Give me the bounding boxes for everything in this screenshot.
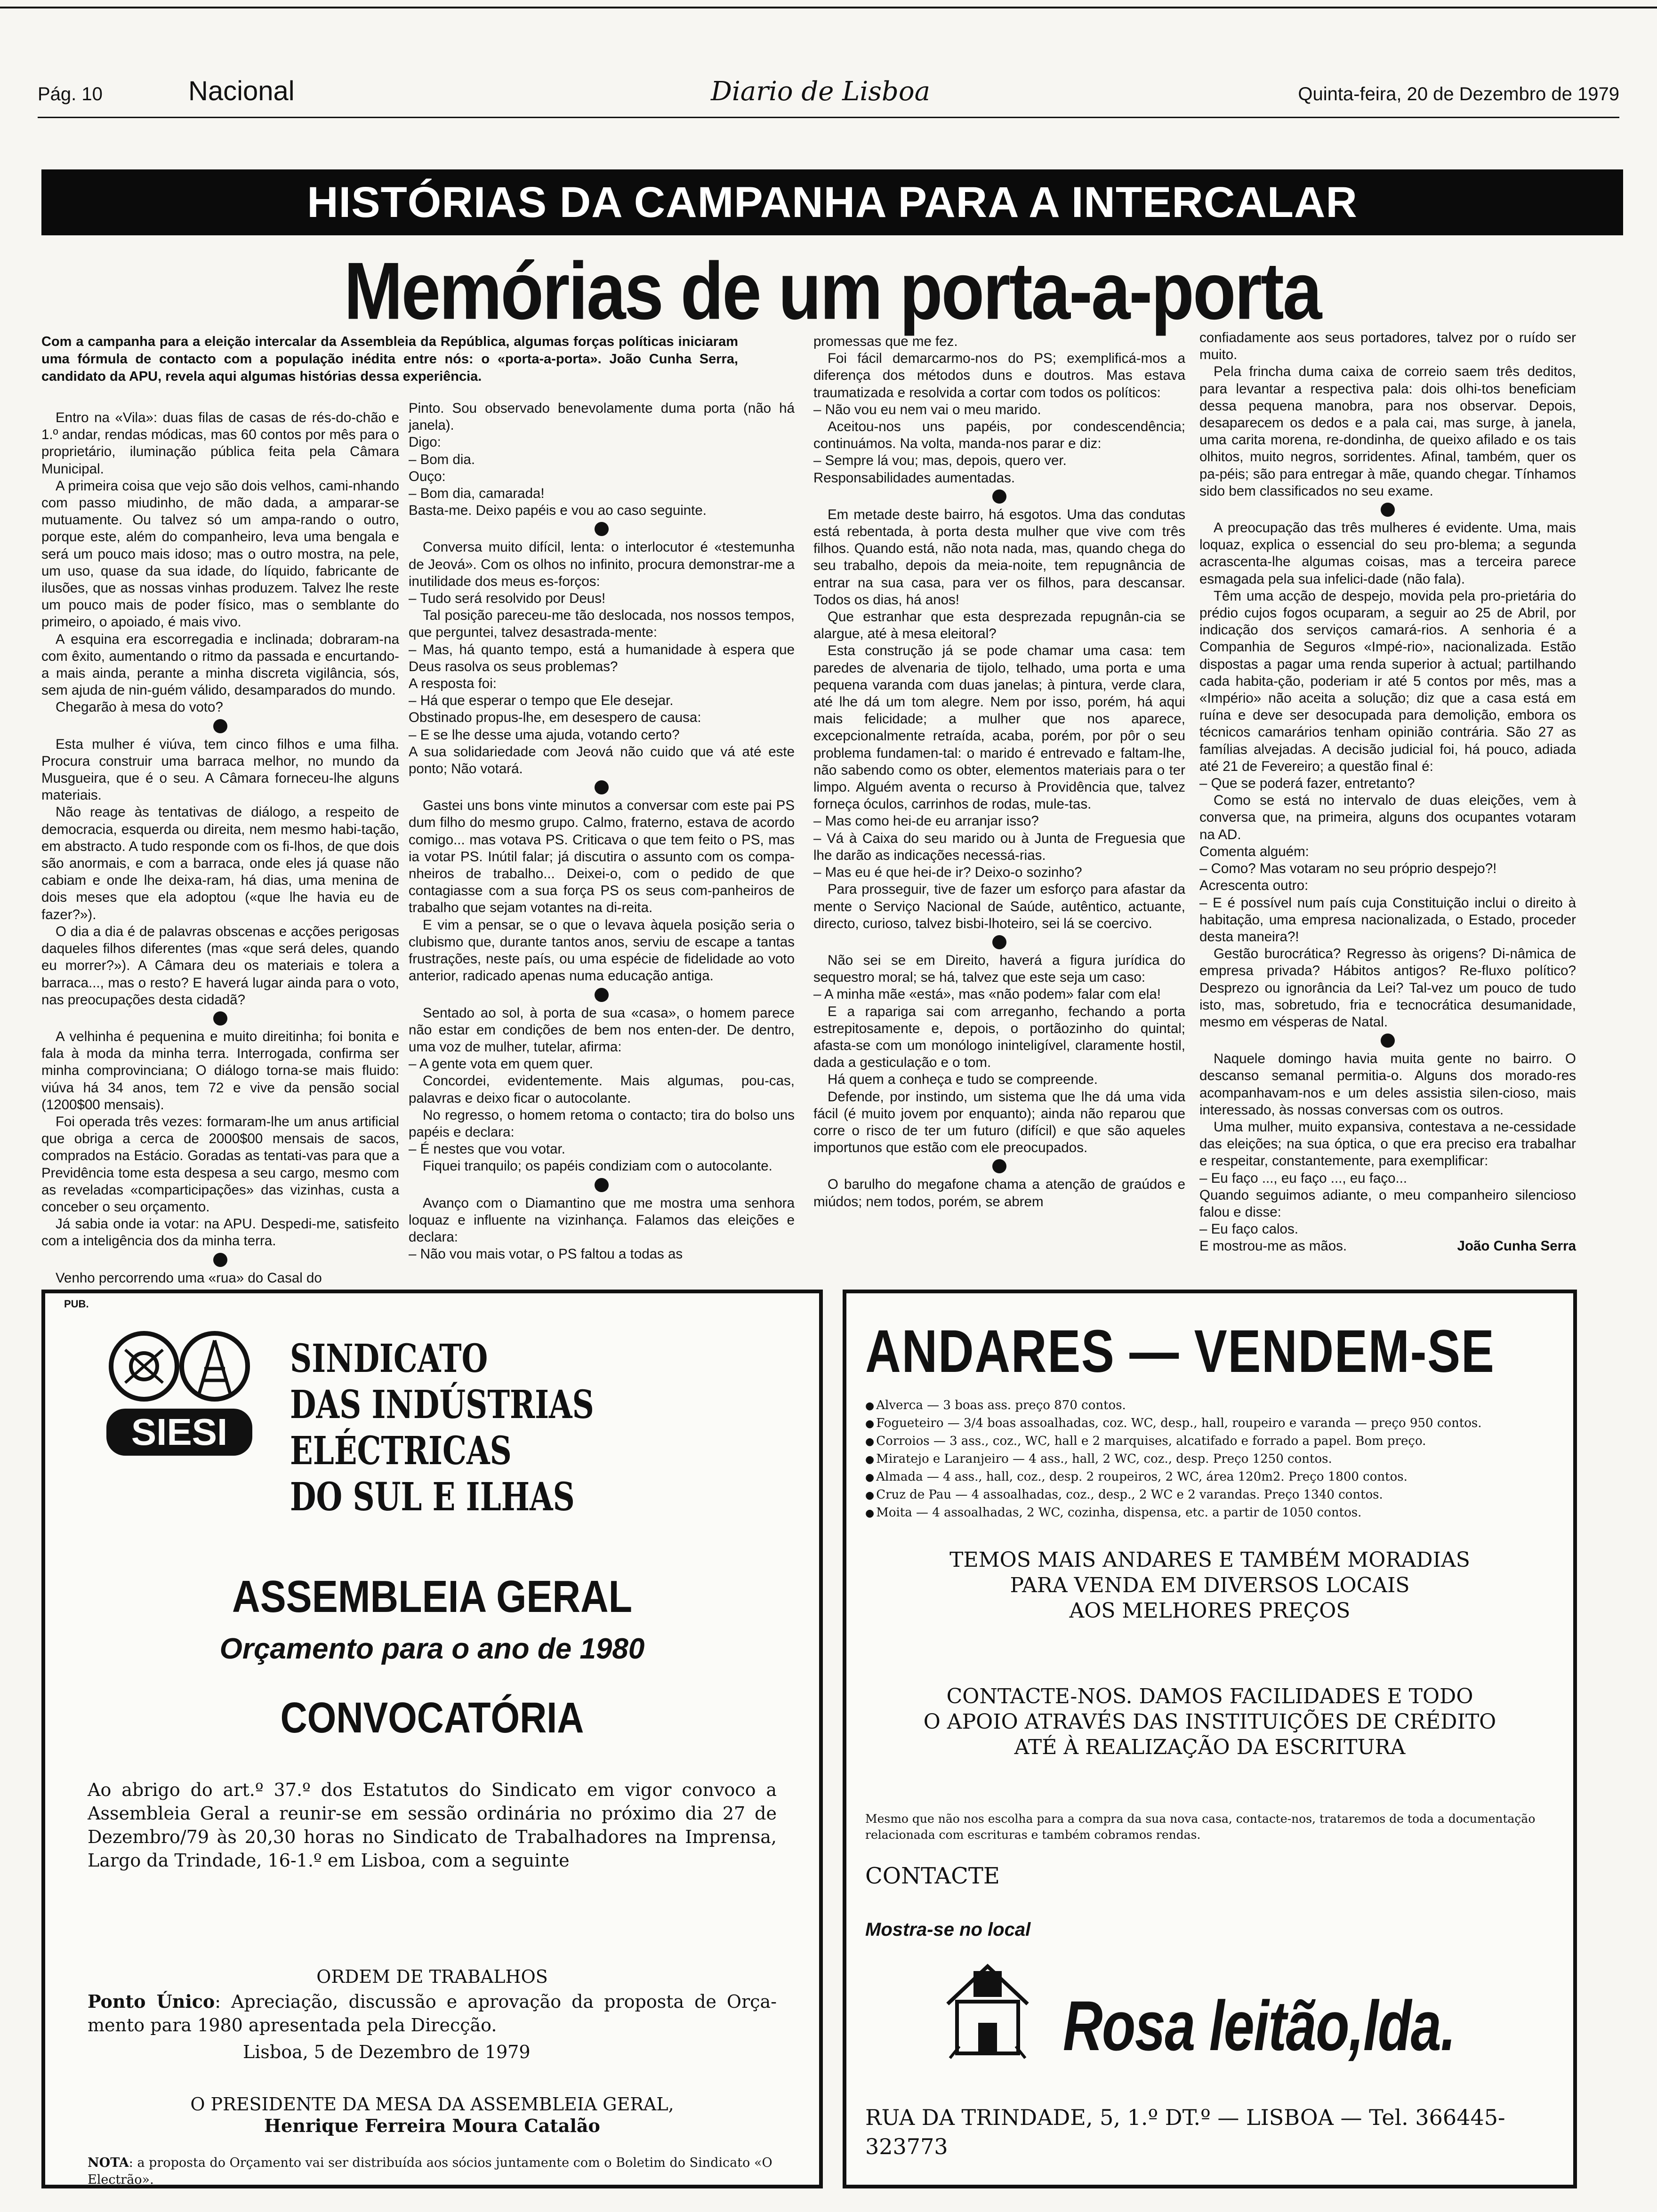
- article-column-1: [41, 409, 399, 1287]
- union-assembly-ad: [41, 1290, 823, 2188]
- union-line: DO SUL E ILHAS: [290, 1475, 575, 1520]
- article-column-2: [409, 400, 795, 1263]
- dialog-line: – Bom dia.: [409, 451, 475, 467]
- page-number: Pág. 10: [38, 84, 103, 104]
- paragraph: Uma mulher, muito expansiva, contestava a ne-cessidade das eleições; na sua óptica, o que era preciso era trabalhar e respeitar, constantemente, para exemplificar:: [1199, 1119, 1576, 1169]
- paragraph: Pinto. Sou observado benevolamente duma porta (não há janela).: [409, 401, 795, 433]
- section-bullet-icon: [595, 780, 609, 794]
- paragraph: Há quem a conheça e tudo se compreende.: [828, 1072, 1098, 1088]
- paragraph: Defende, por instindo, um sistema que lhe dá uma vida fácil (é muito jovem por enquanto); ainda não reparou que corre o risco de ter um futuro (difícil) e que são aqueles importunos que estão com ele preocupados.: [813, 1089, 1185, 1156]
- dialog-line: [1199, 1238, 1576, 1255]
- dialog-line: – A gente vota em quem quer.: [409, 1056, 593, 1072]
- paragraph: Foi operada três vezes: formaram-lhe um anus artificial que obriga a cerca de 2000$00 mensais de sacos, comprados na Estácio. Goradas as tentati-vas para que a Previdência tome esta despesa a seu cargo, mesmo com as reveladas «comparticipações» das vizinhas, custa a conceber o seu orçamento.: [41, 1114, 399, 1215]
- union-line: DAS INDÚSTRIAS ELÉCTRICAS: [290, 1382, 594, 1474]
- convocation-title: CONVOCATÓRIA: [280, 1694, 584, 1742]
- section-bullet-icon: [595, 1178, 609, 1192]
- credit-offer: [846, 1684, 1573, 1760]
- paragraph: Gastei uns bons vinte minutos a conversar com este pai PS dum filho do mesmo grupo. Calmo, fraterno, estava de acordo comigo... mas votava PS. Criticava o que tem feito o PS, mas ia votar PS. Inútil falar; já discutira o assunto com os compa-nheiros de trabalho... Deixei-o, com o pedido de que contagiasse com a sua força PS os seus com-panheiros de trabalho que sejam votantes na di-reita.: [409, 798, 795, 916]
- assembly-title: ASSEMBLEIA GERAL: [232, 1571, 633, 1622]
- dialog-line: – Vá à Caixa do seu marido ou à Junta de Freguesia que lhe darão as indicações necessá-rias.: [813, 830, 1185, 863]
- agenda-label: Ponto Único: [88, 1991, 215, 2012]
- dialog-line: – E se lhe desse uma ajuda, votando certo?: [409, 727, 680, 743]
- article-lead: Com a campanha para a eleição intercalar da Assembleia da República, algumas forças políticas iniciaram uma fórmula de contacto com a população inédita entre nós: o «porta-a-porta». João Cunha Serra, candidato da APU, revela aqui algumas histórias dessa experiência.: [41, 334, 738, 384]
- headline: Memórias de um porta-a-porta: [344, 245, 1321, 337]
- paragraph: Que estranhar que esta desprezada repugnân-cia se alargue, até à mesa eleitoral?: [813, 609, 1185, 642]
- dialog-line: – É nestes que vou votar.: [409, 1141, 565, 1157]
- section-bullet-icon: [992, 1159, 1006, 1173]
- paragraph: Sentado ao sol, à porta de sua «casa», o homem parece não estar em condições de bem nos enten-der. De dentro, uma voz de mulher, tutelar, afirma:: [409, 1005, 795, 1055]
- masthead: Diario de Lisboa: [711, 76, 930, 107]
- dialog-line: – Não vou eu nem vai o meu marido.: [813, 401, 1041, 417]
- convocation-body: Ao abrigo do art.º 37.º dos Estatutos do Sindicato em vigor convoco a Assembleia Geral a reunir-se em sessão ordinária no próximo dia 27 de Dezembro/79 às 20,30 horas no Sindicato de Trabalhadores na Imprensa, Largo da Trindade, 16-1.º em Lisboa, com a seguinte: [88, 1779, 777, 1871]
- signature-date: Lisboa, 5 de Dezembro de 1979: [243, 2042, 531, 2062]
- paragraph: Avanço com o Diamantino que me mostra uma senhora loquaz e influente na vizinhança. Falamos das eleições e declara:: [409, 1195, 795, 1245]
- list-item: ● Corroios — 3 ass., coz., WC, hall e 2 marquises, alcatifado e forrado a papel. Bom preço.: [865, 1433, 1562, 1451]
- dialog-line: Acrescenta outro:: [1199, 878, 1309, 894]
- logo-text: SIESI: [131, 1411, 228, 1453]
- paragraph: Foi fácil demarcarmo-nos do PS; exemplificá-mos a diferença dos métodos duns e doutros. Mas estava traumatizada e resolvida a cortar com todos os políticos:: [813, 351, 1185, 401]
- dialog-line: – Sempre lá vou; mas, depois, quero ver.: [813, 453, 1067, 469]
- agenda-title: ORDEM DE TRABALHOS: [316, 1966, 548, 1987]
- section-bullet-icon: [213, 1011, 227, 1026]
- paragraph: Como se está no intervalo de duas eleições, vem à conversa que, na primeira, alguns dos ocupantes votaram na AD.: [1199, 793, 1576, 842]
- header-rule: [38, 117, 1619, 118]
- paragraph: Não sei se em Direito, haverá a figura jurídica do sequestro moral; se há, talvez que este seja um caso:: [813, 952, 1185, 986]
- more-offers: [846, 1547, 1573, 1624]
- paragraph: E a rapariga sai com arreganho, fechando a porta estrepitosamente e, depois, o portãozinho do quintal; afasta-se com um monólogo ininteligível, claramente hostil, dada a gesticulação e o tom.: [813, 1003, 1185, 1071]
- list-item: ● Almada — 4 ass., hall, coz., desp. 2 roupeiros, 2 WC, área 120m2. Preço 1800 contos.: [865, 1468, 1562, 1486]
- paragraph: A primeira coisa que vejo são dois velhos, cami-nhando com passo miudinho, de mão dada, a amparar-se mutuamente. Ou talvez só um ampa-rando o outro, porque este, além do companheiro, leva uma bengala e será um pouco mais idoso; mas o outro mostra, na pele, um uso, quase da sua idade, do líquido, fabricante de ilusões, que as nossas vinhas produzem. Talvez lhe reste um pouco mais de poder físico, mas o semblante do primeiro, o apoiado, é mais vivo.: [41, 478, 399, 630]
- section-name: Nacional: [188, 76, 295, 106]
- dialog-line: A sua solidariedade com Jeová não cuido que vá até este ponto; Não votará.: [409, 744, 795, 777]
- paragraph: Venho percorrendo uma «rua» do Casal do: [56, 1270, 322, 1286]
- dialog-line: Responsabilidades aumentadas.: [813, 470, 1015, 486]
- credit-line: O APOIO ATRAVÉS DAS INSTITUIÇÕES DE CRÉDITO: [923, 1710, 1496, 1734]
- show-on-site-label: Mostra-se no local: [865, 1919, 1031, 1940]
- paragraph: Têm uma acção de despejo, movida pela pro-prietária do prédio cujos fogos ocuparam, a seguir ao 25 de Abril, por indicação dos serviços camará-rios. A senhoria é a Companhia de Seguros «Impé-rio», nacionalizada. Estão dispostas a pagar uma renda superior à actual; partilhando cada habita-ção, poderiam ir até 5 contos por mês, mas a «Império» não aceita a solução; diz que a casa está em ruína e deve ser desocupada para demolição, embora os técnicos camarários tenham opinião contrária. São 27 as famílias alvejadas. A decisão judicial foi, há pouco, adiada até 21 de Fevereiro; a questão final é:: [1199, 588, 1576, 774]
- paragraph: confiadamente aos seus portadores, talvez por o ruído ser muito.: [1199, 330, 1576, 363]
- paragraph: Esta construção já se pode chamar uma casa: tem paredes de alvenaria de tijolo, telhado, uma porta e uma pequena varanda com duas janelas; à pintura, verde clara, até lhe dá um tom alegre. Nem por isso, porém, há aqui mais felicidade; a mulher que nos aparece, excepcionalmente retraída, acaba, porém, por pôr o seu problema fundamen-tal: o marido é entrevado e faltam-lhe, não sabendo como os obter, elementos materiais para o ter limpo. Alguém aventa o recurso à Providência que, talvez forneça óculos, carrinhos de rodas, mule-tas.: [813, 643, 1185, 812]
- dialog-line: Comenta alguém:: [1199, 843, 1309, 859]
- union-line: SINDICATO: [290, 1336, 488, 1381]
- page-header: [38, 71, 1619, 118]
- paragraph: Já sabia onde ia votar: na APU. Despedi-me, satisfeito com a inteligência dos da minha terra.: [41, 1216, 399, 1249]
- dialog-line: – Que se poderá fazer, entretanto?: [1199, 776, 1415, 792]
- president-signature: [45, 2093, 819, 2137]
- story-banner: HISTÓRIAS DA CAMPANHA PARA A INTERCALAR: [41, 169, 1623, 235]
- paragraph: Concordei, evidentemente. Mais algumas, pou-cas, palavras e deixo ficar o autocolante.: [409, 1073, 795, 1106]
- dialog-line: – E é possível num país cuja Constituição inclui o direito à habitação, uma empresa nacionalizada, o Estado, proceder desta maneira?!: [1199, 895, 1576, 945]
- agenda-text: : Apreciação, discussão e aprovação da proposta de Orça-mento para 1980 apresentada pela Direcção.: [88, 1991, 777, 2036]
- paragraph: promessas que me fez.: [813, 334, 958, 349]
- article-column-3: [813, 333, 1185, 1210]
- apartments-sale-ad: [843, 1290, 1577, 2188]
- paragraph: A esquina era escorregadia e inclinada; dobraram-na com êxito, aumentando o ritmo da passada e encurtando-a mais ainda, perante a minha discreta vigilância, sós, sem ajuda de nin-guém válido, desamparados do mundo.: [41, 631, 399, 698]
- paragraph: Tal posição pareceu-me tão deslocada, nos nossos tempos, que perguntei, talvez desastrada-mente:: [409, 608, 795, 641]
- dialog-line: Basta-me. Deixo papéis e vou ao caso seguinte.: [409, 503, 707, 519]
- dialog-line: Quando seguimos adiante, o meu companheiro silencioso falou e disse:: [1199, 1187, 1576, 1220]
- sale-note: Mesmo que não nos escolha para a compra da sua nova casa, contacte-nos, trataremos de toda a documentação relacionada com escrituras e também cobramos rendas.: [865, 1812, 1536, 1842]
- dialog-line: – Eu faço calos.: [1199, 1221, 1298, 1237]
- paragraph: Pela frincha duma caixa de correio saem três deditos, para levantar a respectiva pala: dois olhi-tos beneficiam dessa pequena manobra, para nos observar. Depois, desaparecem os dedos e a pala cai, mas surge, à janela, uma carita morena, re-dondinha, de queixo afilado e os tais olhitos, muito negros, sorridentes. Afinal, também, quer os pa-péis; são para entregar à mãe, quando chegar. Tínhamos sido bem classificados no seu exame.: [1199, 364, 1576, 499]
- paragraph: A preocupação das três mulheres é evidente. Uma, mais loquaz, explica o essencial do seu pro-blema; a segunda acrascenta-lhe algumas coisas, mas a terceira parece esmagada pela sua infelici-dade (não fala).: [1199, 520, 1576, 587]
- house-logo-icon: [941, 1952, 1035, 2060]
- section-bullet-icon: [595, 522, 609, 536]
- list-item: ● Moita — 4 assoalhadas, 2 WC, cozinha, dispensa, etc. a partir de 1050 contos.: [865, 1504, 1562, 1522]
- paragraph: O barulho do megafone chama a atenção de graúdos e miúdos; nem todos, porém, se abrem: [813, 1177, 1185, 1210]
- dialog-line: Ouço:: [409, 468, 446, 484]
- paragraph: Chegarão à mesa do voto?: [56, 699, 223, 715]
- offer-line: PARA VENDA EM DIVERSOS LOCAIS: [1010, 1573, 1410, 1597]
- siesi-logo-icon: [97, 1322, 262, 1463]
- byline: João Cunha Serra: [1457, 1238, 1576, 1254]
- agenda-body: [88, 1990, 777, 2037]
- assembly-subtitle: Orçamento para o ano de 1980: [219, 1633, 645, 1665]
- paragraph: Para prosseguir, tive de fazer um esforço para afastar da mente o Serviço Nacional de Saúde, autêntico, actuante, directo, curioso, talvez bisbi-lhoteiro, sei lá se coercivo.: [813, 882, 1185, 931]
- president-name: Henrique Ferreira Moura Catalão: [264, 2115, 600, 2136]
- dialog-line: – Há que esperar o tempo que Ele desejar.: [409, 693, 674, 709]
- dialog-line: – Mas eu é que hei-de ir? Deixo-o sozinho?: [813, 865, 1082, 881]
- section-bullet-icon: [992, 935, 1006, 949]
- paragraph: Gestão burocrática? Regresso às origens? Di-nâmica de empresa privada? Hábitos antigos? Re-fluxo político? Desprezo ou ignorância da Lei? Tal-vez um pouco de tudo isto, mas, sobretudo, fria e tecnocrática desumanidade, mesmo em vésperas de Natal.: [1199, 946, 1576, 1030]
- issue-date: Quinta-feira, 20 de Dezembro de 1979: [1298, 84, 1619, 104]
- section-bullet-icon: [1381, 503, 1395, 517]
- contact-label: CONTACTE: [865, 1863, 1000, 1889]
- dialog-line: – Eu faço ..., eu faço ..., eu faço...: [1199, 1170, 1408, 1186]
- offer-line: AOS MELHORES PREÇOS: [1069, 1599, 1351, 1623]
- dialog-line: Obstinado propus-lhe, em desespero de causa:: [409, 710, 701, 726]
- listing-list: [865, 1397, 1562, 1522]
- footnote: [88, 2155, 777, 2188]
- dialog-line: A resposta foi:: [409, 676, 497, 692]
- list-item: ● Fogueteiro — 3/4 boas assoalhadas, coz. WC, desp., hall, roupeiro e varanda — preço 950 contos.: [865, 1415, 1562, 1433]
- company-address: RUA DA TRINDADE, 5, 1.º DT.º — LISBOA — Tel. 366445-323773: [865, 2105, 1505, 2159]
- paragraph: O dia a dia é de palavras obscenas e acções perigosas daqueles filhos diferentes (mas «que será deles, quando eu morrer?»). A Câmara deu os materiais e tolera a barraca..., mas o resto? E haverá lugar ainda para o voto, nas preocupações desta cidadã?: [41, 923, 399, 1008]
- company-logo-text: Rosa leitão,lda.: [1063, 1986, 1456, 2065]
- paragraph: Fiquei tranquilo; os papéis condiziam com o autocolante.: [423, 1158, 772, 1174]
- dialog-line: – Não vou mais votar, o PS faltou a todas as: [409, 1246, 683, 1262]
- dialog-line: – Bom dia, camarada!: [409, 486, 545, 502]
- credit-line: ATÉ À REALIZAÇÃO DA ESCRITURA: [1014, 1735, 1406, 1759]
- paragraph: Entro na «Vila»: duas filas de casas de rés-do-chão e 1.º andar, rendas módicas, mas 60 contos por mês para o proprietário, iluminação pública feita pela Câmara Municipal.: [41, 410, 399, 477]
- paragraph: Naquele domingo havia muita gente no bairro. O descanso semanal permitia-o. Alguns dos morado-res acompanhavam-nos e um deles assistia silen-cioso, mais interessado, às nossas conversas com os outros.: [1199, 1051, 1576, 1118]
- dialog-line: – Mas, há quanto tempo, está a humanidade à espera que Deus rasolva os seus problemas?: [409, 641, 795, 674]
- section-bullet-icon: [1381, 1034, 1395, 1048]
- paragraph: Em metade deste bairro, há esgotos. Uma das condutas está rebentada, à porta desta mulher que vive com três filhos. Quando está, não nota nada, mas, quando chega do seu trabalho, depois da meia-noite, tem repugnância de entrar na sua casa, para ver os filhos, para descansar. Todos os dias, há anos!: [813, 506, 1185, 608]
- list-item: ● Cruz de Pau — 4 assoalhadas, coz., desp., 2 WC e 2 varandas. Preço 1340 contos.: [865, 1486, 1562, 1504]
- credit-line: CONTACTE-NOS. DAMOS FACILIDADES E TODO: [946, 1684, 1473, 1708]
- article-column-4: [1199, 329, 1576, 1255]
- dialog-line: – Mas como hei-de eu arranjar isso?: [813, 813, 1039, 829]
- footnote-text: : a proposta do Orçamento vai ser distribuída aos sócios juntamente com o Boletim do Sindicato «O Electrão».: [88, 2156, 772, 2187]
- dialog-line: Digo:: [409, 434, 441, 450]
- paragraph: E vim a pensar, se o que o levava àquela posição seria o clubismo que, durante tantos anos, serviu de escape a tantas frustrações, neste país, ou uma espécie de fidelidade ao voto anterior, radicado apenas numa educação antiga.: [409, 917, 795, 984]
- paragraph: Não reage às tentativas de diálogo, a respeito de democracia, esquerda ou direita, nem mesmo habi-tação, em abstracto. A tudo responde com os fi-lhos, de que dois são anormais, e com a barraca, onde eles já quase não cabiam e onde lhe deixa-ram, há dias, uma menina de dois meses que ela adoptou («que lhe havia eu de fazer?»).: [41, 804, 399, 922]
- president-title: O PRESIDENTE DA MESA DA ASSEMBLEIA GERAL,: [190, 2094, 674, 2115]
- section-bullet-icon: [213, 719, 227, 733]
- paragraph: No regresso, o homem retoma o contacto; tira do bolso uns papéis e declara:: [409, 1107, 795, 1140]
- list-item: ● Alverca — 3 boas ass. preço 870 contos.: [865, 1397, 1562, 1415]
- closing-line: E mostrou-me as mãos.: [1199, 1238, 1347, 1254]
- paragraph: Esta mulher é viúva, tem cinco filhos e uma filha. Procura construir uma barraca melhor, no mundo da Musgueira, que é o seu. A Câmara forneceu-lhe alguns materiais.: [41, 736, 399, 803]
- sale-title: ANDARES — VENDEM-SE: [865, 1318, 1495, 1385]
- section-bullet-icon: [213, 1253, 227, 1267]
- top-rule: [0, 7, 1657, 8]
- dialog-line: – A minha mãe «está», mas «não podem» falar com ela!: [813, 986, 1161, 1002]
- offer-line: TEMOS MAIS ANDARES E TAMBÉM MORADIAS: [949, 1548, 1470, 1572]
- dialog-line: – Tudo será resolvido por Deus!: [409, 591, 606, 607]
- paragraph: A velhinha é pequenina e muito direitinha; foi bonita e fala à moda da minha terra. Interrogada, confirma ser minha comprovinciana; O diálogo torna-se mais fluido: viúva há 34 anos, tem 72 e vive da pensão social (1200$00 mensais).: [41, 1028, 399, 1113]
- section-bullet-icon: [992, 489, 1006, 504]
- paragraph: Conversa muito difícil, lenta: o interlocutor é «testemunha de Jeová». Com os olhos no infinito, procura demonstrar-me a inutilidade dos meus es-forços:: [409, 539, 795, 589]
- dialog-line: – Como? Mas votaram no seu próprio despejo?!: [1199, 861, 1497, 877]
- paragraph: Aceitou-nos uns papéis, por condescendência; continuámos. Na volta, manda-nos parar e diz:: [813, 419, 1185, 452]
- section-bullet-icon: [595, 988, 609, 1002]
- union-name: [290, 1336, 804, 1520]
- list-item: ● Miratejo e Laranjeiro — 4 ass., hall, 2 WC, coz., desp. Preço 1250 contos.: [865, 1451, 1562, 1468]
- footnote-label: NOTA: [88, 2156, 129, 2170]
- pub-label: PUB.: [64, 1298, 89, 1310]
